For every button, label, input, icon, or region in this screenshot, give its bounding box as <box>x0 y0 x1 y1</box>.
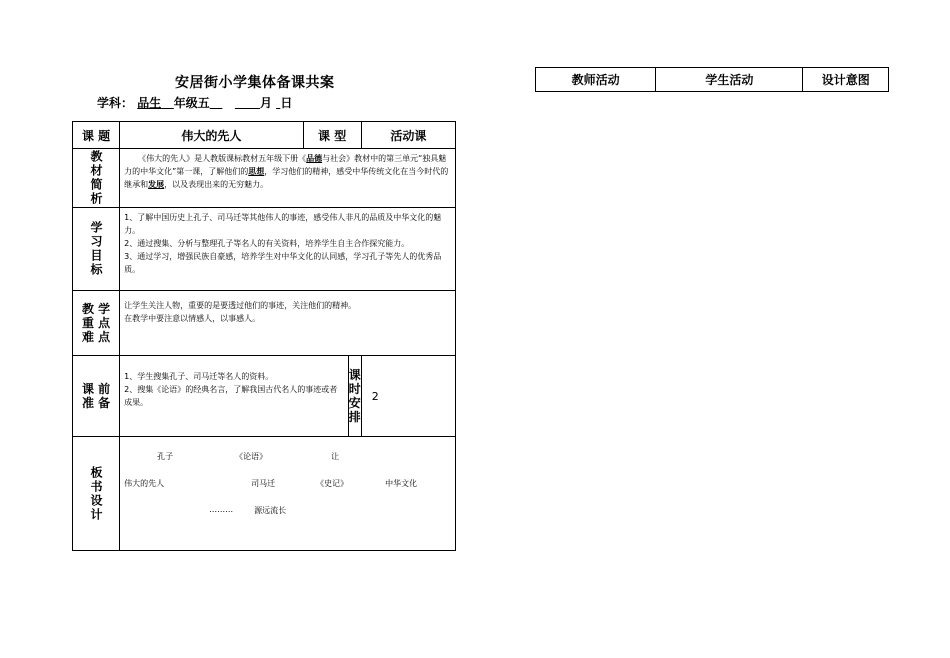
goal-item: 3、通过学习，增强民族自豪感，培养学生对中华文化的认同感，学习孔子等先人的优秀品质。 <box>124 252 442 274</box>
board-zhonghua: 中华文化 <box>385 479 418 488</box>
subject-meta-line <box>97 94 292 111</box>
board-dots: ……… <box>209 505 234 514</box>
board-ren: 让 <box>331 452 340 461</box>
intro-row <box>73 149 456 208</box>
intro-label-text: 教材简析 <box>89 150 104 206</box>
lesson-plan-table <box>72 121 456 551</box>
type-value: 活动课 <box>361 122 455 149</box>
board-yuanyuan: 源远流长 <box>254 506 287 515</box>
goal-item: 1、了解中国历史上孔子、司马迁等其他伟人的事迹，感受伟人非凡的品质及中华文化的魅力。 <box>124 213 442 235</box>
student-activity-header: 学生活动 <box>656 68 803 92</box>
subject-label: 学科： <box>97 96 134 110</box>
hours-label: 课 时 安 排 <box>348 368 361 424</box>
goals-label: 学习目标 <box>89 221 104 277</box>
design-intent-header: 设计意图 <box>803 68 889 92</box>
subject-value: 品生 <box>137 96 162 110</box>
topic-value: 伟大的先人 <box>120 122 303 149</box>
topic-row <box>73 122 456 149</box>
hours-value: 2 <box>361 356 455 437</box>
intro-label <box>73 150 119 206</box>
goal-item: 2、通过搜集、分析与整理孔子等名人的有关资料，培养学生自主合作探究能力。 <box>124 239 410 248</box>
board-design <box>120 437 456 551</box>
document-title: 安居街小学集体备课共案 <box>175 75 335 91</box>
focus-item: 让学生关注人物，重要的是要透过他们的事迹，关注他们的精神。 <box>124 301 357 310</box>
board-lunyu: 《论语》 <box>235 452 268 461</box>
activity-table <box>535 67 889 92</box>
intro-text: 《伟大的先人》是人教版课标教材五年级下册《品德与社会》教材中的第三单元“独具魅力的中华文化”第一课，了解他们的思想，学习他们的精神，感受中华传统文化在当今时代的继承和发展，以及表现出来的无穷魅力。 <box>120 149 456 208</box>
focus-text <box>120 291 456 356</box>
teacher-activity-header: 教师活动 <box>536 68 656 92</box>
prep-item: 1、学生搜集孔子、司马迁等名人的资料。 <box>124 372 274 381</box>
prep-item: 2、搜集《论语》的经典名言，了解我国古代名人的事迹或者成果。 <box>124 385 338 407</box>
board-simaqian: 司马迁 <box>251 479 276 488</box>
board-title: 伟大的先人 <box>124 479 165 488</box>
day-label: 日 <box>280 96 293 110</box>
grade-label: 年级五 <box>173 96 210 110</box>
board-row <box>73 437 456 551</box>
focus-item: 在教学中要注意以情感人，以事感人。 <box>124 314 261 323</box>
focus-label: 教 学 重 点 难 点 <box>81 302 111 344</box>
board-shiji: 《史记》 <box>316 479 349 488</box>
prep-row <box>73 356 456 437</box>
topic-label: 课 题 <box>73 122 120 149</box>
goals-list <box>120 208 456 291</box>
focus-row <box>73 291 456 356</box>
goals-row <box>73 208 456 291</box>
type-label: 课 型 <box>303 122 361 149</box>
board-label: 板书设计 <box>89 465 104 522</box>
prep-text <box>120 356 348 436</box>
month-label: 月 <box>259 96 272 110</box>
board-kongzi: 孔子 <box>157 452 174 461</box>
prep-label: 课 前 准 备 <box>81 382 111 410</box>
